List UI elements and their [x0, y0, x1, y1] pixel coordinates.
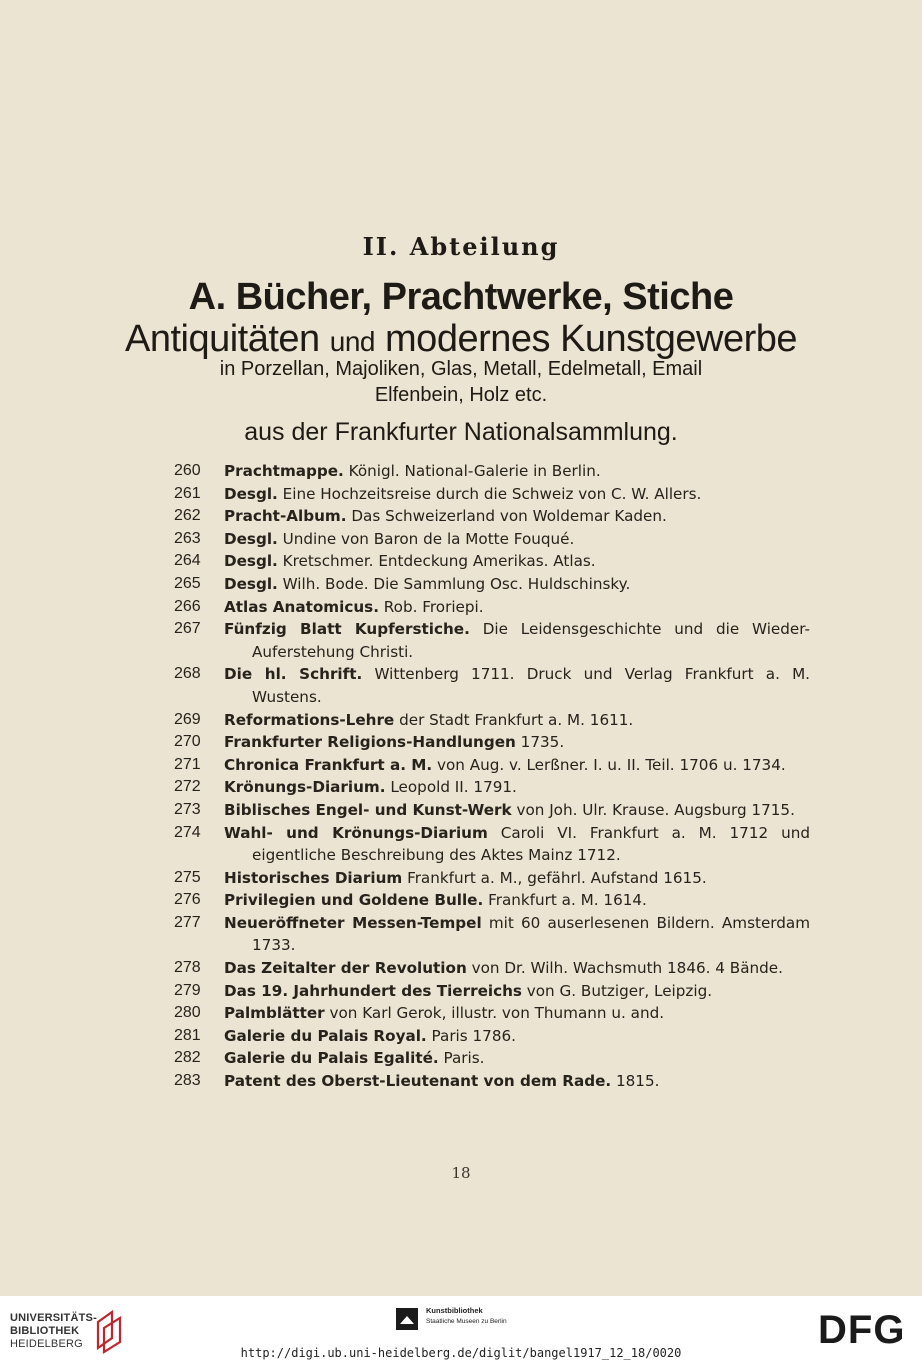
entry-detail: von Joh. Ulr. Krause. Augsburg 1715.: [516, 800, 795, 819]
entry-detail: Caroli VI. Frankfurt a. M. 1712 und eigentliche Beschreibung des Aktes Mainz 1712.: [252, 823, 810, 865]
entry-detail: Kretschmer. Entdeckung Amerikas. Atlas.: [282, 552, 596, 571]
entry-title: Neueröffneter Messen-Tempel: [224, 913, 482, 932]
entry-title: Patent des Oberst-Lieutenant von dem Rade.: [224, 1072, 612, 1091]
permalink-url[interactable]: http://digi.ub.uni-heidelberg.de/diglit/bangel1917_12_18/0020: [240, 1346, 682, 1360]
catalog-entry: [170, 663, 810, 708]
catalog-entry: [170, 822, 810, 867]
library-name-line3: HEIDELBERG: [10, 1338, 83, 1350]
entry-number: 261: [174, 484, 201, 502]
library-name-line1: UNIVERSITÄTS-: [10, 1312, 97, 1324]
entry-number: 266: [174, 597, 201, 615]
library-name-line2: BIBLIOTHEK: [10, 1325, 80, 1337]
entry-title: Galerie du Palais Royal.: [224, 1026, 427, 1045]
entry-description: [224, 867, 810, 890]
catalog-entry: [170, 709, 810, 732]
entry-number: 267: [174, 620, 201, 638]
entry-number: 281: [174, 1026, 201, 1044]
catalog-entry: [170, 1070, 810, 1093]
entry-title: Privilegien und Goldene Bulle.: [224, 891, 484, 910]
entry-detail: von Karl Gerok, illustr. von Thumann u. and.: [329, 1004, 665, 1023]
entry-title: Wahl- und Krönungs-Diarium: [224, 823, 488, 842]
entry-number: 271: [174, 755, 201, 773]
entry-title: Palmblätter: [224, 1004, 325, 1023]
entry-number: 264: [174, 552, 201, 570]
entry-description: [224, 957, 810, 980]
entry-detail: Frankfurt a. M. 1614.: [488, 891, 647, 910]
entry-detail: Rob. Froriepi.: [383, 597, 484, 616]
entry-title: Das 19. Jahrhundert des Tierreichs: [224, 981, 522, 1000]
entry-description: [224, 889, 810, 912]
catalog-entry: [170, 618, 810, 663]
entry-number: 275: [174, 868, 201, 886]
entry-number: 262: [174, 507, 201, 525]
entry-description: [224, 460, 810, 483]
entry-number: 269: [174, 710, 201, 728]
entry-detail: der Stadt Frankfurt a. M. 1611.: [399, 710, 634, 729]
subtitle-materials-2: Elfenbein, Holz etc.: [374, 384, 548, 406]
entry-number: 277: [174, 913, 201, 931]
entry-number: 283: [174, 1072, 201, 1090]
entry-number: 268: [174, 665, 201, 683]
catalog-entry: [170, 1025, 810, 1048]
entry-number: 274: [174, 823, 201, 841]
entry-number: 273: [174, 800, 201, 818]
entry-number: 276: [174, 891, 201, 909]
entry-number: 260: [174, 462, 201, 479]
entry-title: Das Zeitalter der Revolution: [224, 959, 467, 978]
catalog-entry: [170, 980, 810, 1003]
catalog-entry: [170, 1002, 810, 1025]
entry-detail: Paris.: [443, 1049, 485, 1068]
entry-number: 263: [174, 529, 201, 547]
entry-description: [224, 980, 810, 1003]
entry-number: 279: [174, 981, 201, 999]
entry-title: Atlas Anatomicus.: [224, 597, 379, 616]
entry-description: [224, 799, 810, 822]
catalog-entry: [170, 799, 810, 822]
footer-bar: [0, 1296, 922, 1364]
entry-detail: Leopold II. 1791.: [390, 778, 517, 797]
entry-description: [224, 731, 810, 754]
entry-description: [224, 709, 810, 732]
entry-title: Pracht-Album.: [224, 507, 347, 526]
catalog-title-line2: [0, 318, 922, 361]
entry-title: Prachtmappe.: [224, 462, 344, 480]
kunstbibliothek-subtitle: Staatliche Museen zu Berlin: [426, 1318, 507, 1325]
entry-detail: Eine Hochzeitsreise durch die Schweiz von C. W. Allers.: [282, 484, 702, 503]
title-crafts: modernes Kunstgewerbe: [385, 318, 798, 360]
entry-description: [224, 483, 810, 506]
entry-description: [224, 596, 810, 619]
collection-origin: aus der Frankfurter Nationalsammlung.: [244, 418, 678, 446]
catalog-entry: [170, 483, 810, 506]
entry-detail: Königl. National-Galerie in Berlin.: [348, 462, 601, 480]
entry-title: Die hl. Schrift.: [224, 665, 363, 684]
entry-number: 280: [174, 1004, 201, 1022]
entry-title: Biblisches Engel- und Kunst-Werk: [224, 800, 512, 819]
catalog-entry: [170, 754, 810, 777]
subtitle-materials: in Porzellan, Majoliken, Glas, Metall, Edelmetall, Email: [219, 358, 703, 380]
catalog-entry: [170, 550, 810, 573]
entry-description: [224, 663, 810, 708]
entry-description: [224, 618, 810, 663]
title-antiquities: Antiquitäten: [124, 318, 320, 360]
entry-title: Reformations-Lehre: [224, 710, 395, 729]
entry-detail: Paris 1786.: [431, 1026, 516, 1045]
entry-description: [224, 573, 810, 596]
catalog-entry: [170, 505, 810, 528]
catalog-entry: [170, 957, 810, 980]
entry-description: [224, 1002, 810, 1025]
catalog-entry: [170, 596, 810, 619]
entry-title: Desgl.: [224, 529, 278, 548]
entry-number: 270: [174, 733, 201, 751]
kunstbibliothek-emblem-icon: [396, 1308, 418, 1330]
entry-description: [224, 822, 810, 867]
entry-detail: von Dr. Wilh. Wachsmuth 1846. 4 Bände.: [471, 959, 783, 978]
entry-description: [224, 505, 810, 528]
entry-title: Desgl.: [224, 552, 278, 571]
entry-detail: Wilh. Bode. Die Sammlung Osc. Huldschinsky.: [282, 574, 631, 593]
catalog-entry: [170, 912, 810, 957]
catalog-entry: [170, 528, 810, 551]
entry-detail: von Aug. v. Lerßner. I. u. II. Teil. 1706 u. 1734.: [436, 755, 786, 774]
entry-number: 272: [174, 778, 201, 796]
catalog-entry: [170, 460, 810, 483]
catalog-entries: [170, 460, 810, 1093]
catalog-entry: [170, 889, 810, 912]
entry-description: [224, 1070, 810, 1093]
entry-description: [224, 1025, 810, 1048]
entry-number: 278: [174, 959, 201, 977]
section-heading: II. Abteilung: [362, 232, 560, 261]
entry-title: Frankfurter Religions-Handlungen: [224, 733, 516, 752]
entry-title: Desgl.: [224, 484, 278, 503]
entry-detail: von G. Butziger, Leipzig.: [526, 981, 713, 1000]
entry-detail: 1735.: [520, 733, 565, 752]
dfg-logo[interactable]: DFG: [818, 1308, 906, 1352]
page-number: 18: [451, 1164, 471, 1182]
entry-title: Fünfzig Blatt Kupferstiche.: [224, 620, 470, 639]
entry-detail: Das Schweizerland von Woldemar Kaden.: [351, 507, 667, 526]
catalog-entry: [170, 867, 810, 890]
entry-detail: Undine von Baron de la Motte Fouqué.: [282, 529, 575, 548]
entry-description: [224, 912, 810, 957]
entry-description: [224, 528, 810, 551]
kunstbibliothek-logo[interactable]: [396, 1306, 576, 1336]
entry-number: 282: [174, 1049, 201, 1067]
entry-title: Chronica Frankfurt a. M.: [224, 755, 433, 774]
entry-description: [224, 754, 810, 777]
entry-description: [224, 550, 810, 573]
title-conjunction: und: [329, 326, 375, 357]
entry-number: 265: [174, 574, 201, 592]
kunstbibliothek-name: Kunstbibliothek: [426, 1306, 483, 1315]
entry-title: Desgl.: [224, 574, 278, 593]
entry-detail: Frankfurt a. M., gefährl. Aufstand 1615.: [407, 868, 707, 887]
entry-detail: 1815.: [615, 1072, 660, 1091]
catalog-entry: [170, 573, 810, 596]
entry-detail: mit 60 auserlesenen Bildern. Amsterdam 1733.: [252, 913, 811, 955]
entry-title: Krönungs-Diarium.: [224, 778, 386, 797]
catalog-entry: [170, 1047, 810, 1070]
catalog-entry: [170, 776, 810, 799]
entry-detail: Die Leidensgeschichte und die Wieder-Auferstehung Christi.: [252, 620, 810, 661]
entry-title: Historisches Diarium: [224, 868, 403, 887]
entry-detail: Wittenberg 1711. Druck und Verlag Frankfurt a. M. Wustens.: [252, 665, 811, 706]
entry-description: [224, 1047, 810, 1070]
catalog-title: A. Bücher, Prachtwerke, Stiche: [188, 276, 734, 318]
catalog-entry: [170, 731, 810, 754]
entry-title: Galerie du Palais Egalité.: [224, 1049, 439, 1068]
entry-description: [224, 776, 810, 799]
